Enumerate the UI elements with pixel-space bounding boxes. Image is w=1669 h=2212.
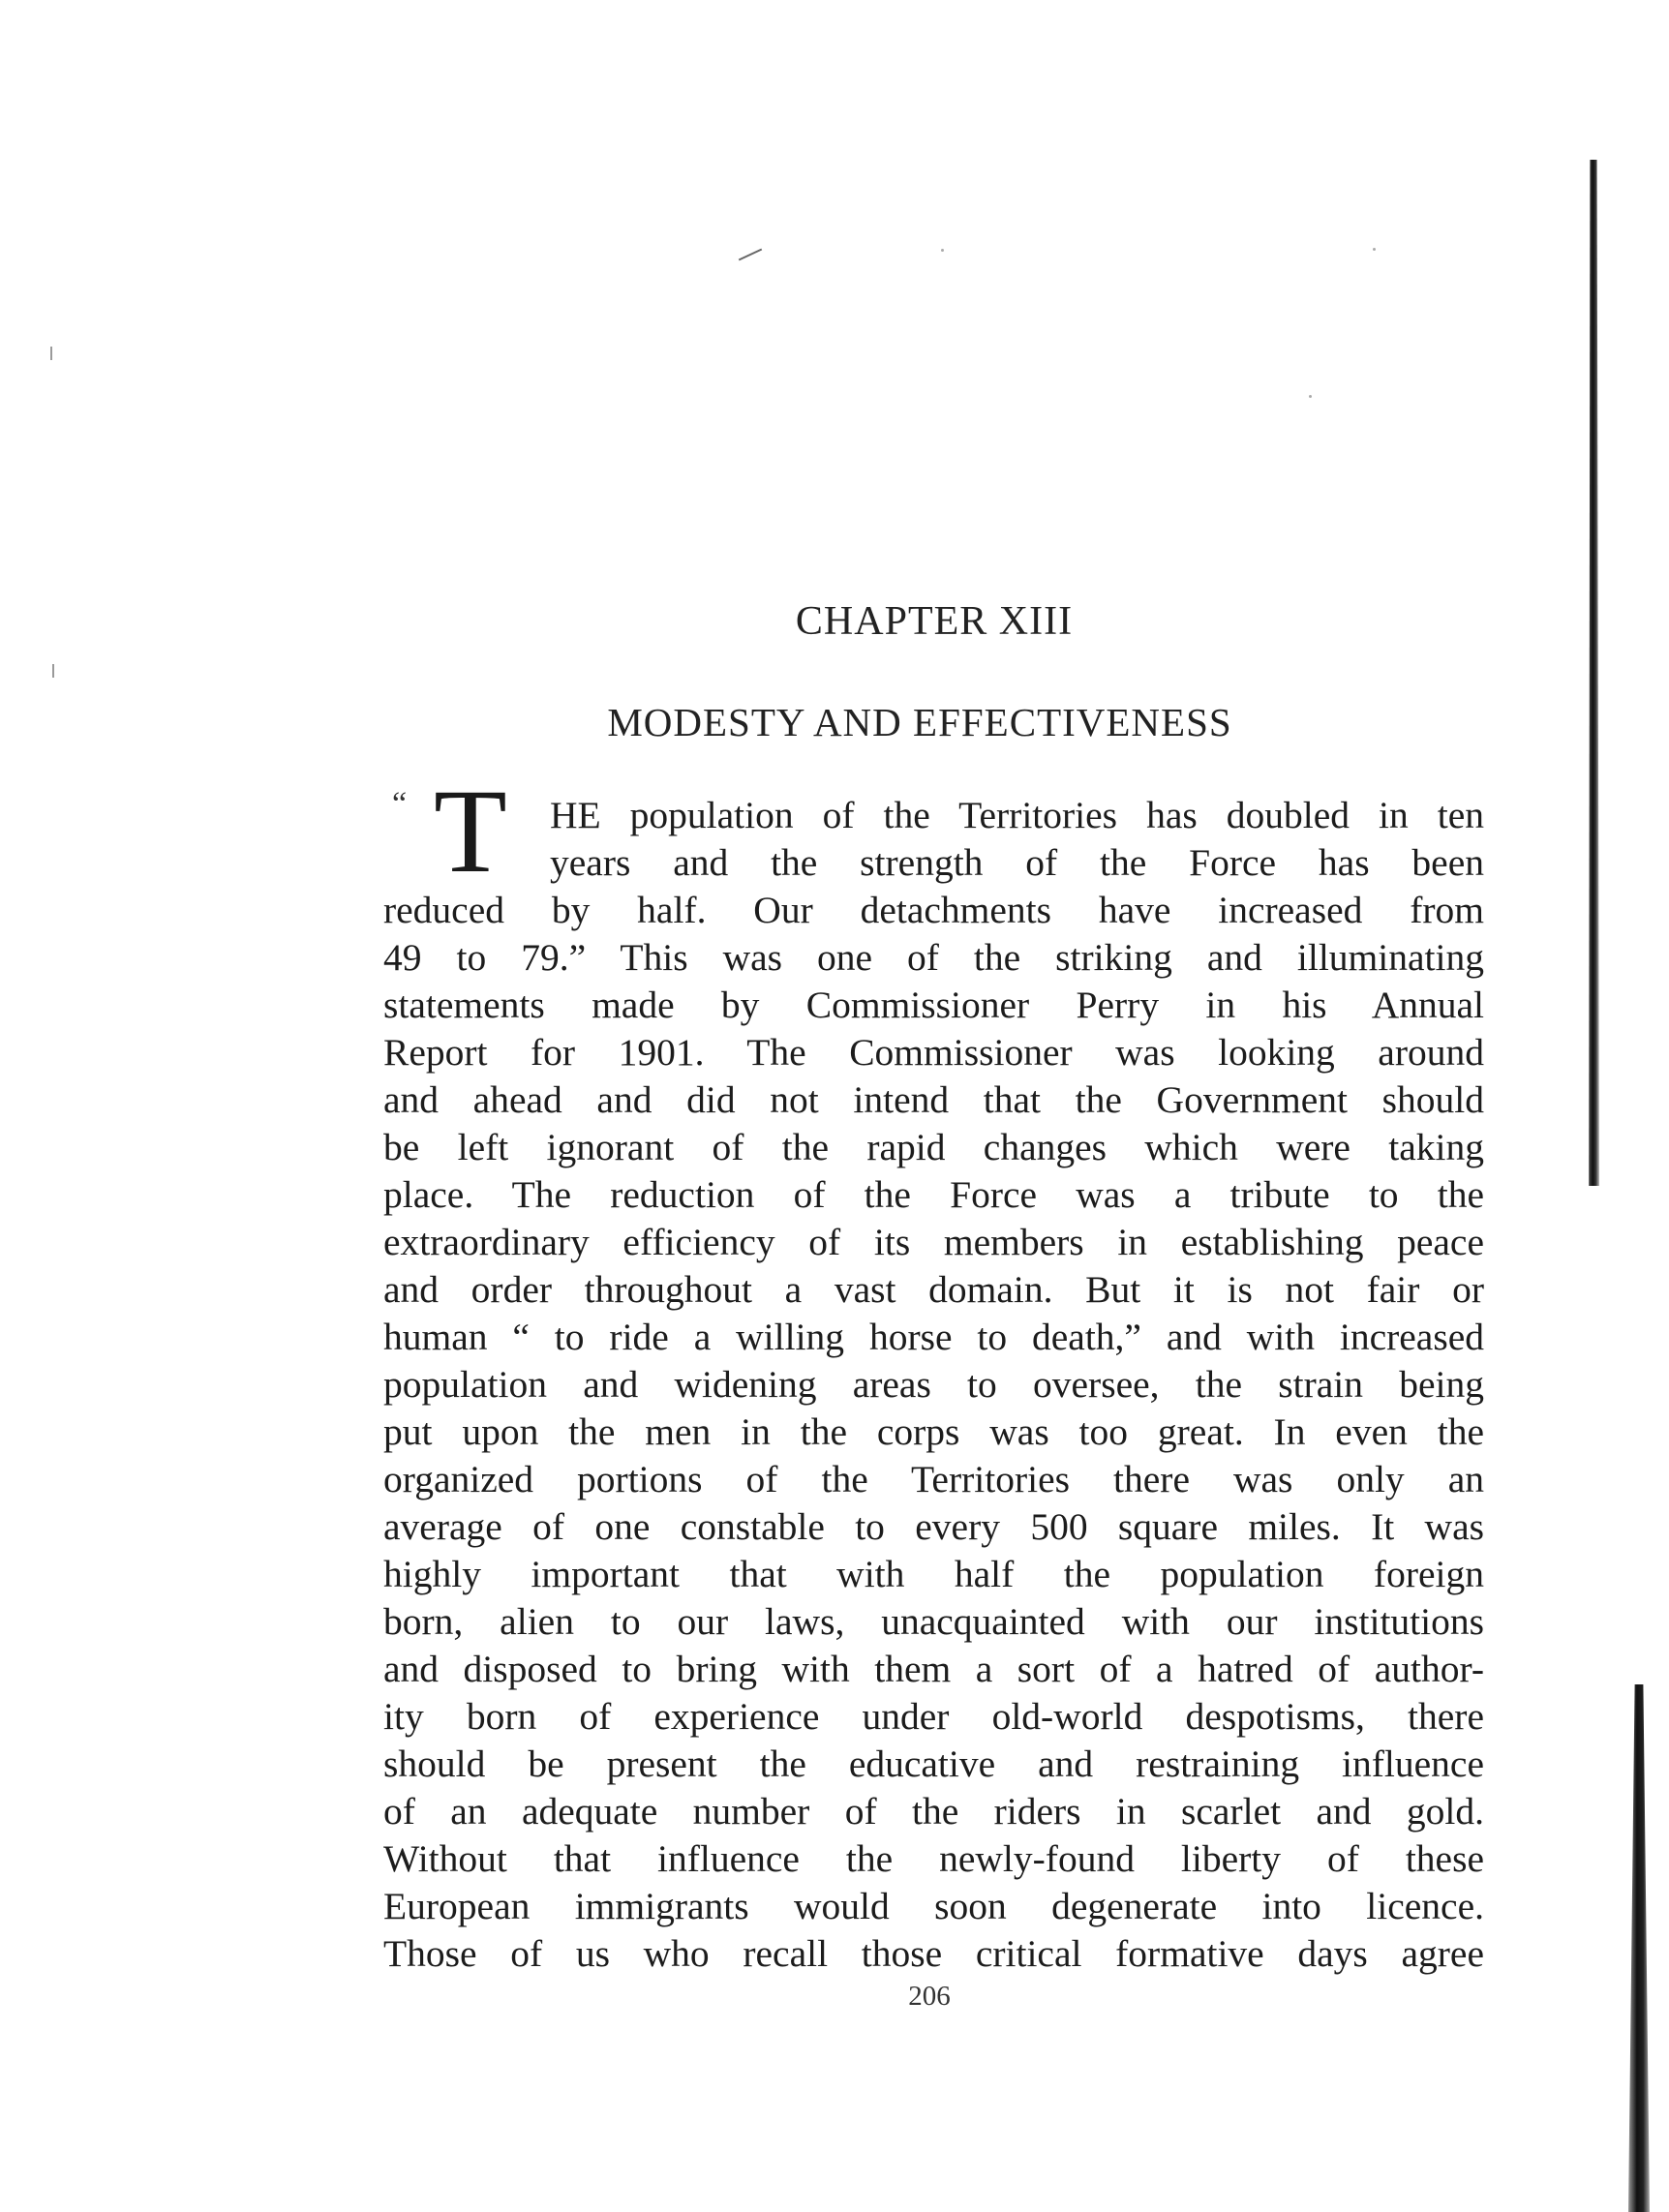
page-number: 206 [908,1981,951,2012]
text-line: Report for 1901. The Commissioner was looking around [383,1031,1484,1074]
text-line: human “ to ride a willing horse to death,” and with increased [383,1316,1484,1358]
text-line: and ahead and did not intend that the Government should [383,1078,1484,1121]
scan-speck-3 [1373,248,1376,251]
text-line: HE population of the Territories has doubled in ten [550,794,1484,836]
text-line: born, alien to our laws, unacquainted with our institutions [383,1600,1484,1643]
text-line: highly important that with half the population foreign [383,1553,1484,1595]
body-text [383,792,1484,1978]
binding-shadow-top [1588,160,1599,1186]
chapter-number: CHAPTER XIII [795,599,1074,644]
text-line: reduced by half. Our detachments have increased from [383,889,1484,931]
text-line: average of one constable to every 500 square miles. It was [383,1505,1484,1548]
text-line: extraordinary efficiency of its members in establishing peace [383,1221,1484,1263]
text-line: European immigrants would soon degenerate into licence. [383,1885,1484,1927]
text-line: of an adequate number of the riders in scarlet and gold. [383,1790,1484,1833]
text-line: put upon the men in the corps was too great. In even the [383,1410,1484,1453]
drop-cap: T [434,765,507,897]
text-line: ity born of experience under old-world despotisms, there [383,1695,1484,1738]
margin-mark-1 [50,347,52,360]
scan-scratch-1 [739,249,762,261]
text-line: Without that influence the newly-found liberty of these [383,1837,1484,1880]
text-line: organized portions of the Territories there was only an [383,1458,1484,1500]
text-line: place. The reduction of the Force was a tribute to the [383,1173,1484,1216]
text-line: population and widening areas to oversee, the strain being [383,1363,1484,1406]
chapter-title: MODESTY AND EFFECTIVENESS [607,700,1232,744]
scan-speck-2 [941,249,944,252]
binding-shadow-bottom [1628,1684,1650,2212]
margin-mark-2 [52,664,54,678]
text-line: 49 to 79.” This was one of the striking and illuminating [383,936,1484,979]
text-line: statements made by Commissioner Perry in his Annual [383,984,1484,1026]
text-line: should be present the educative and restraining influence [383,1742,1484,1785]
text-line: be left ignorant of the rapid changes which were taking [383,1126,1484,1168]
text-line: and disposed to bring with them a sort of a hatred of author- [383,1648,1484,1690]
text-line: Those of us who recall those critical formative days agree [383,1932,1484,1975]
text-line: and order throughout a vast domain. But it is not fair or [383,1268,1484,1311]
scan-speck-1 [1309,395,1312,398]
text-line: years and the strength of the Force has been [550,841,1484,884]
opening-quote-mark: “ [392,786,408,822]
